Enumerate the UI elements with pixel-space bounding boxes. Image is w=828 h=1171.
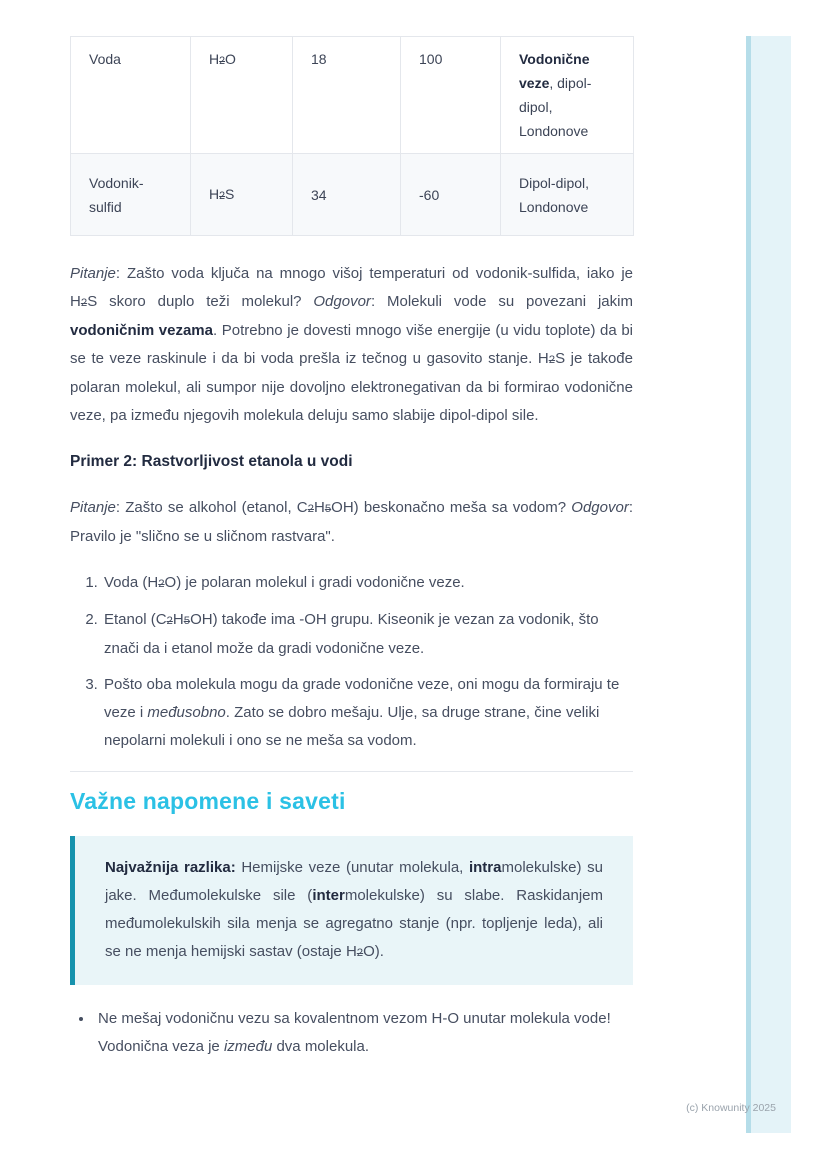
ethanol-solubility-list: [70, 569, 633, 755]
list-item: 3. Pošto oba molekula mogu da grade vodonične veze, oni mogu da formiraju te veze i međusobno. Zato se dobro mešaju. Ulje, sa druge strane, čine veliki nepolarni molekuli i ono se ne meša sa vodom.: [102, 671, 633, 755]
cell-forces: Dipol-dipol, Londonove: [501, 154, 634, 236]
cell-formula: H2O: [191, 37, 293, 154]
list-item: 1. Voda (H2O) je polaran molekul i gradi vodonične veze.: [102, 569, 633, 598]
list-item: 2. Etanol (C2H5OH) takođe ima -OH grupu. Kiseonik je vezan za vodonik, što znači da i etanol može da gradi vodonične veze.: [102, 606, 633, 663]
notes-heading: Važne napomene i saveti: [70, 788, 346, 814]
document-content: [70, 36, 633, 1061]
tips-list: [70, 1005, 633, 1061]
callout-text: Najvažnija razlika: Hemijske veze (unutar molekula, intramolekulske) su jake. Međumolekulske sile (intermolekulske) su slabe. Raskidanjem međumolekulskih sila menja se agregatno stanje (npr. topljenje leda), ali se ne menja hemijski sastav (ostaje H2O).: [105, 859, 603, 960]
table-row-hydrogen-sulfide: [71, 154, 634, 236]
cell-substance: Voda: [71, 37, 191, 154]
cell-substance: Vodonik-sulfid: [71, 154, 191, 236]
tip-item: • Ne mešaj vodoničnu vezu sa kovalentnom vezom H-O unutar molekula vode! Vodonična veza je između dva molekula.: [94, 1005, 633, 1061]
cell-boiling-point: -60: [401, 154, 501, 236]
cell-molar-mass: 34: [293, 154, 401, 236]
right-accent-bar: [746, 36, 791, 1133]
cell-forces: Vodonične veze, dipol-dipol, Londonove: [501, 37, 634, 154]
key-difference-callout: [70, 836, 633, 985]
cell-boiling-point: 100: [401, 37, 501, 154]
cell-molar-mass: 18: [293, 37, 401, 154]
copyright-footer: (c) Knowunity 2025: [686, 1102, 776, 1114]
molecule-comparison-table: [70, 36, 634, 236]
paragraph-example2-question: Pitanje: Zašto se alkohol (etanol, C2H5OH) beskonačno meša sa vodom? Odgovor: Pravilo je "slično se u sličnom rastvara".: [70, 499, 633, 545]
section-divider: [70, 771, 633, 772]
table-row-water: [71, 37, 634, 154]
paragraph-example1-answer: Pitanje: Zašto voda ključa na mnogo višoj temperaturi od vodonik-sulfida, iako je H2S skoro duplo teži molekul? Odgovor: Molekuli vode su povezani jakim vodoničnim vezama. Potrebno je dovesti mnogo više energije (u vidu toplote) da bi se te veze raskinule i da bi voda prešla iz tečnog u gasovito stanje. H2S je takođe polaran molekul, ali sumpor nije dovoljno elektronegativan da bi formirao vodonične veze, pa između njegovih molekula deluju samo slabije dipol-dipol sile.: [70, 265, 634, 424]
cell-formula: H2S: [191, 154, 293, 236]
example2-heading: Primer 2: Rastvorljivost etanola u vodi: [70, 453, 353, 470]
